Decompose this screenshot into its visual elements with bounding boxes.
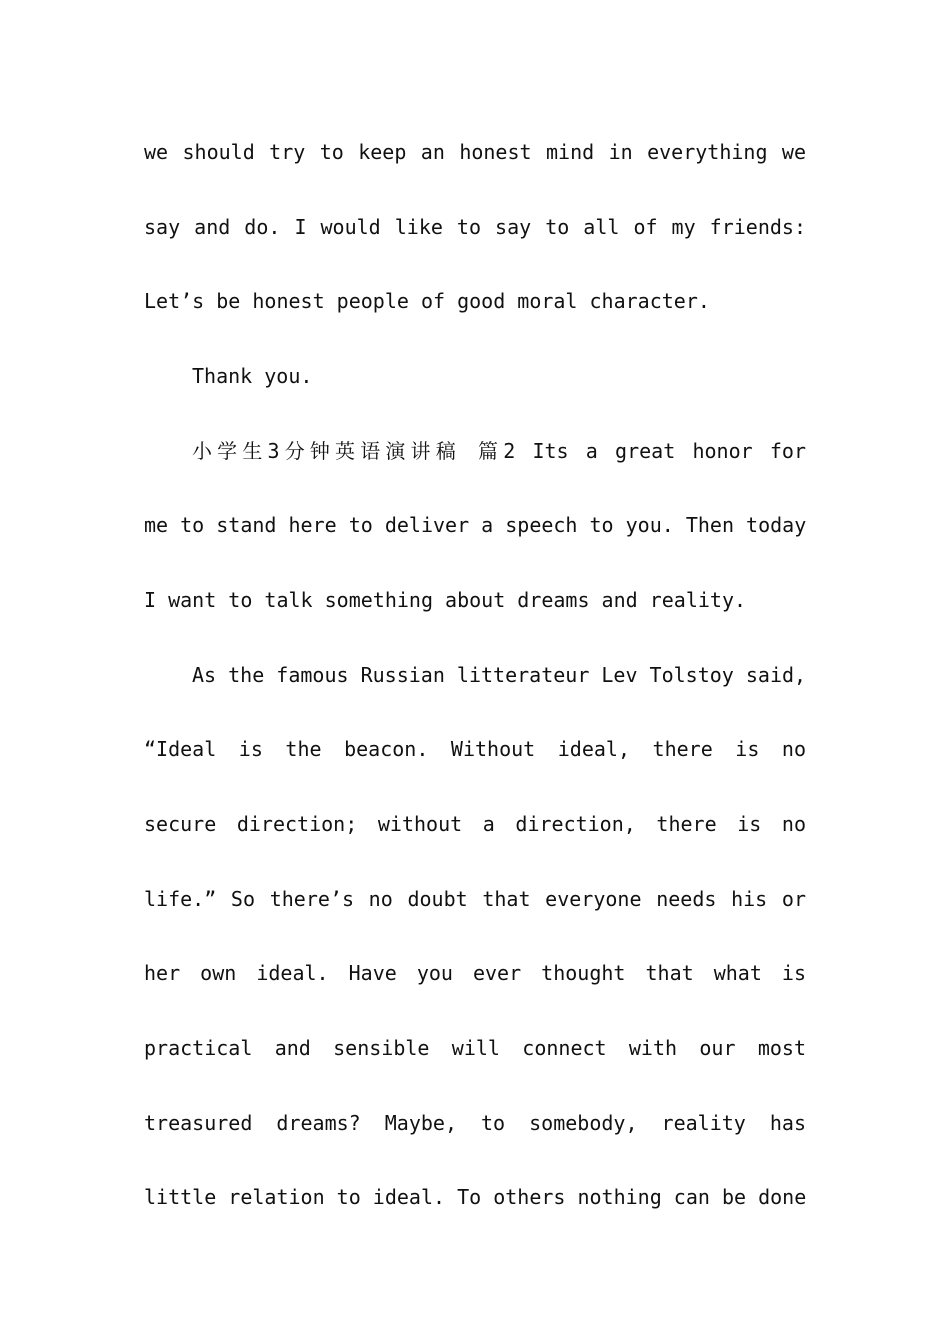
text-line: Let’s be honest people of good moral character. — [144, 289, 710, 313]
text-line: practical and sensible will connect with our most — [144, 1036, 806, 1060]
text-line: secure direction; without a direction, there is no — [144, 812, 806, 836]
text-line: say and do. I would like to say to all of my friends: — [144, 215, 806, 239]
text-line: me to stand here to deliver a speech to you. Then today — [144, 513, 807, 537]
section-heading-line: 小学生3分钟英语演讲稿 篇2 Its a great honor for — [192, 439, 806, 463]
text-line: Thank you. — [192, 364, 313, 388]
text-line: her own ideal. Have you ever thought that what is — [144, 961, 806, 985]
text-line: we should try to keep an honest mind in everything we — [144, 140, 806, 164]
text-line: “Ideal is the beacon. Without ideal, there is no — [144, 737, 806, 761]
text-line: As the famous Russian litterateur Lev Tolstoy said, — [192, 663, 807, 687]
text-line: I want to talk something about dreams and reality. — [144, 588, 747, 612]
text-line: life.” So there’s no doubt that everyone needs his or — [144, 887, 806, 911]
text-line: little relation to ideal. To others nothing can be done — [144, 1185, 807, 1209]
text-line: treasured dreams? Maybe, to somebody, reality has — [144, 1111, 806, 1135]
